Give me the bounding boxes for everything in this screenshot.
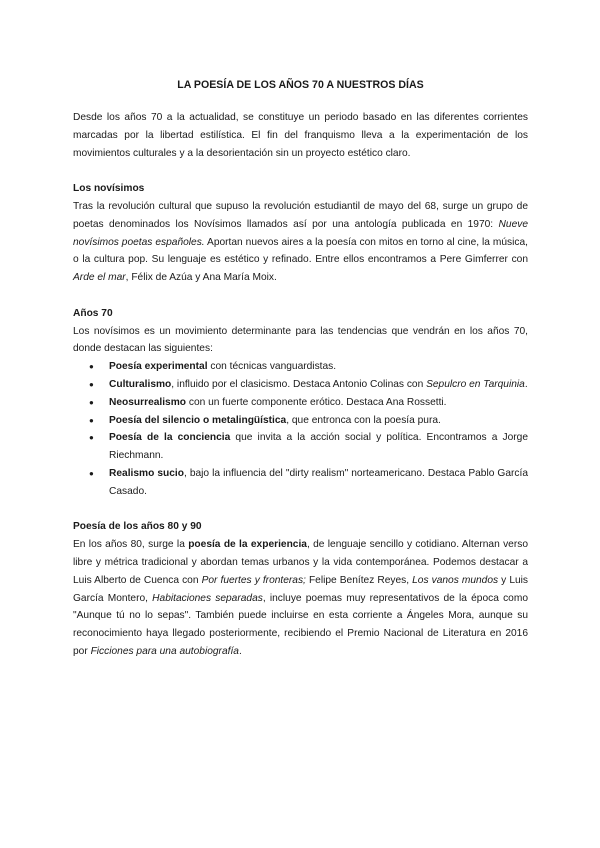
text-run: .	[238, 645, 242, 657]
trend-name: Poesía experimental	[109, 361, 208, 373]
bullet-icon: ●	[89, 468, 94, 478]
bullet-icon: ●	[89, 415, 94, 425]
text-run: , de lenguaje sencillo y cotidiano. Alternan verso libre y métrica tradicional y abordan temas urbanos y la vida contemporánea. Podemos destacar a Luis Alberto de Cuenca con	[73, 539, 528, 586]
document-title: LA POESÍA DE LOS AÑOS 70 A NUESTROS DÍAS	[177, 79, 424, 91]
work-title: Habitaciones separadas	[152, 592, 263, 604]
bullet-icon: ●	[89, 397, 94, 407]
trend-text: con un fuerte componente erótico. Destaca Ana Rossetti.	[186, 396, 447, 408]
text-run: y Luis García Montero,	[73, 574, 529, 604]
work-title: Sepulcro en Tarquinia	[426, 378, 525, 390]
work-title: Arde el mar	[73, 272, 126, 284]
text-run: , Félix de Azúa y Ana María Moix.	[125, 272, 277, 284]
trends-list	[73, 358, 528, 500]
trend-name: Realismo sucio	[109, 467, 184, 479]
text-run: Felipe Benítez Reyes,	[305, 574, 413, 586]
section-heading-anos8090: Poesía de los años 80 y 90	[73, 521, 202, 533]
section-heading-novisimos: Los novísimos	[73, 183, 145, 195]
spacer	[73, 287, 528, 305]
trend-name: Neosurrealismo	[109, 396, 187, 408]
trend-name: Culturalismo	[109, 378, 172, 390]
list-item	[73, 394, 528, 412]
spacer	[73, 501, 528, 519]
bullet-icon: ●	[89, 433, 94, 443]
trend-text: , que entronca con la poesía pura.	[286, 414, 441, 426]
trend-name: Poesía del silencio o metalingüística	[109, 414, 287, 426]
intro-paragraph: Desde los años 70 a la actualidad, se constituye un periodo basado en las diferentes corrientes marcadas por la libertad estilística. El fin del franquismo lleva a la experimentación de los movimientos culturales y a la desorientación sin un proyecto estético claro.	[73, 112, 528, 159]
bullet-icon: ●	[89, 379, 94, 389]
anos70-intro: Los novísimos es un movimiento determinante para las tendencias que vendrán en los años 70, donde destacan las siguientes:	[73, 325, 528, 355]
trend-name: Poesía de la conciencia	[109, 432, 231, 444]
text-run: Aportan nuevos aires a la poesía con mitos en torno al cine, la música, o la cultura pop. Su lenguaje es estético y refinado. Entre ellos encontramos a Pere Gimferrer con	[73, 236, 529, 266]
text-run: En los años 80, surge la	[73, 539, 189, 551]
text-run: , incluye poemas muy representativos de la época como "Aunque tú no lo sepas". También puede incluirse en esta corriente a Ángeles Mora, aunque su reconocimiento haya llegado posteriormente, recibiendo el Premio Nacional de Literatura en 2016 por	[73, 592, 528, 657]
document-page	[73, 78, 528, 661]
list-item	[73, 429, 528, 465]
trend-text: , bajo la influencia del "dirty realism" norteamericano. Destaca Pablo García Casado.	[109, 467, 528, 497]
work-title: Por fuertes y fronteras;	[201, 574, 306, 586]
work-title: Los vanos mundos	[412, 574, 499, 586]
trend-text: .	[524, 378, 528, 390]
list-item	[73, 412, 528, 430]
text-run: Tras la revolución cultural que supuso la revolución estudiantil de mayo del 68, surge un grupo de poetas denominados los Novísimos llamados así por una antología publicada en 1970:	[73, 200, 528, 230]
list-item	[73, 358, 528, 376]
trend-text: con técnicas vanguardistas.	[207, 361, 337, 373]
spacer	[73, 162, 528, 180]
novisimos-paragraph	[73, 198, 528, 287]
bullet-icon: ●	[89, 362, 94, 372]
trend-text: , influido por el clasicismo. Destaca Antonio Colinas con	[171, 378, 427, 390]
list-item	[73, 465, 528, 501]
work-title: Ficciones para una autobiografía	[90, 645, 239, 657]
list-item	[73, 376, 528, 394]
section-heading-anos70: Años 70	[73, 307, 113, 319]
anthology-title: Nueve novísimos poetas españoles.	[73, 218, 528, 248]
movement-name: poesía de la experiencia	[188, 539, 307, 551]
anos8090-paragraph	[73, 536, 528, 661]
trend-text: que invita a la acción social y política. Encontramos a Jorge Riechmann.	[109, 432, 528, 462]
